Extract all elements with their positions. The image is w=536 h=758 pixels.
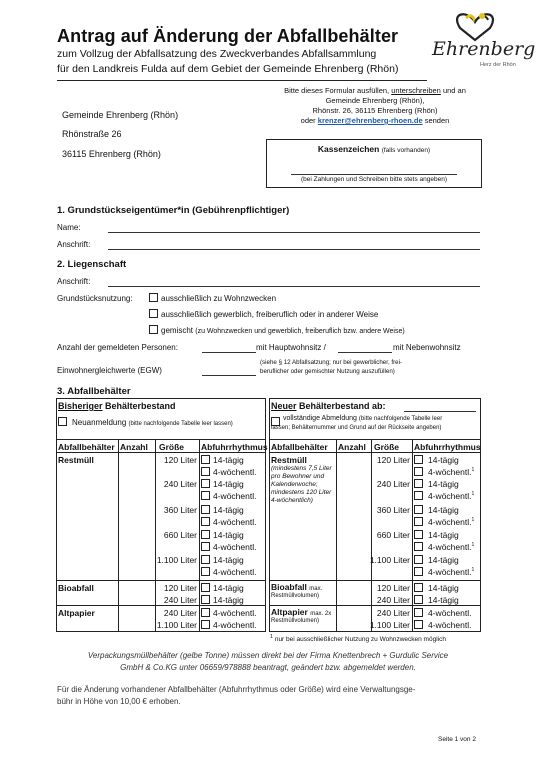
- form-title: Antrag auf Änderung der Abfallbehälter: [57, 26, 399, 46]
- usage-residential-label: ausschließlich zu Wohnzwecken: [161, 294, 277, 303]
- right-size-rest-4: 1.100 Liter: [369, 555, 410, 565]
- left-fourweekly-label-paper-0: 4-wöchentl.: [213, 608, 257, 618]
- col-container-right: Abfallbehälter: [271, 442, 328, 452]
- section-2-heading: 2. Liegenschaft: [57, 259, 127, 270]
- usage-label: Grundstücksnutzung:: [57, 294, 133, 303]
- address-line-2: Rhönstraße 26: [62, 129, 122, 139]
- col-count-right: Anzahl: [338, 442, 366, 452]
- right-fourweekly-checkbox-rest-3[interactable]: [414, 542, 423, 551]
- right-fourweekly-checkbox-rest-4[interactable]: [414, 567, 423, 576]
- address-line-1: Gemeinde Ehrenberg (Rhön): [62, 110, 179, 120]
- second-residence-field[interactable]: [338, 352, 392, 353]
- left-fourweekly-label-paper-1: 4-wöchentl.: [213, 620, 257, 630]
- left-biweekly-checkbox-rest-2[interactable]: [201, 505, 210, 514]
- right-biweekly-checkbox-bio-1[interactable]: [414, 595, 423, 604]
- bioabfall-note: Restmüllvolumen): [271, 593, 320, 599]
- col-size-right: Größe: [374, 442, 400, 452]
- main-residence-field[interactable]: [202, 352, 256, 353]
- right-fourweekly-label-rest-3: 4-wöchentl.$^1$: [428, 542, 475, 552]
- address-line-3: 36115 Ehrenberg (Rhön): [62, 149, 161, 159]
- left-biweekly-checkbox-rest-3[interactable]: [201, 530, 210, 539]
- left-fourweekly-label-rest-2: 4-wöchentl.: [213, 517, 257, 527]
- email-link[interactable]: krenzer@ehrenberg-rhoen.de: [317, 116, 423, 125]
- section-3-heading: 3. Abfallbehälter: [57, 386, 131, 397]
- right-fourweekly-label-paper-1: 4-wöchentl.: [428, 620, 472, 630]
- subtitle-line-2: für den Landkreis Fulda auf dem Gebiet der Gemeinde Ehrenberg (Rhön): [57, 63, 399, 75]
- right-fourweekly-label-rest-0: 4-wöchentl.$^1$: [428, 467, 475, 477]
- municipality-logo: [430, 8, 536, 68]
- left-biweekly-checkbox-bio-1[interactable]: [201, 595, 210, 604]
- left-biweekly-label-rest-0: 14-tägig: [213, 455, 244, 465]
- right-biweekly-checkbox-rest-1[interactable]: [414, 479, 423, 488]
- logo-tagline: Herz der Rhön: [480, 62, 516, 68]
- bioabfall-left-label: Bioabfall: [58, 583, 94, 593]
- left-size-rest-4: 1.100 Liter: [156, 555, 197, 565]
- kassenzeichen-field[interactable]: [291, 174, 457, 175]
- new-registration-label: Neuanmeldung (bitte nachfolgende Tabelle leer lassen): [72, 418, 233, 427]
- left-biweekly-label-rest-3: 14-tägig: [213, 530, 244, 540]
- owner-address-field[interactable]: [108, 249, 480, 250]
- section-1-heading: 1. Grundstückseigentümer*in (Gebührenpflichtiger): [57, 205, 290, 216]
- logo-text: Ehrenberg: [432, 38, 536, 60]
- right-biweekly-label-bio-0: 14-tägig: [428, 583, 459, 593]
- page-number: Seite 1 von 2: [438, 736, 476, 743]
- right-biweekly-checkbox-bio-0[interactable]: [414, 583, 423, 592]
- right-fourweekly-checkbox-rest-0[interactable]: [414, 467, 423, 476]
- title-underline: [57, 80, 427, 81]
- new-title: Neuer Behälterbestand ab:: [271, 401, 386, 411]
- owner-name-field[interactable]: [108, 232, 480, 233]
- left-biweekly-label-rest-2: 14-tägig: [213, 505, 244, 515]
- col-size-left: Größe: [159, 442, 185, 452]
- left-biweekly-checkbox-bio-0[interactable]: [201, 583, 210, 592]
- left-fourweekly-label-rest-4: 4-wöchentl.: [213, 567, 257, 577]
- left-biweekly-checkbox-rest-4[interactable]: [201, 555, 210, 564]
- restmuell-right-label: Restmüll: [271, 455, 307, 465]
- left-biweekly-label-rest-4: 14-tägig: [213, 555, 244, 565]
- left-size-rest-0: 120 Liter: [163, 455, 197, 465]
- altpapier-note: Restmüllvolumen): [271, 618, 320, 624]
- col-rhythm-left: Abfuhrrhythmus: [201, 442, 268, 452]
- egw-note: (siehe § 12 Abfallsatzung; nur bei gewerblicher, frei- beruflicher oder gemischter Nutzung auszufüllen): [260, 359, 403, 375]
- right-biweekly-label-rest-4: 14-tägig: [428, 555, 459, 565]
- left-size-bio-0: 120 Liter: [163, 583, 197, 593]
- usage-commercial-checkbox[interactable]: [149, 309, 158, 318]
- instructions: Bitte dieses Formular ausfüllen, unterschreiben und an Gemeinde Ehrenberg (Rhön), Rhönstr. 26, 36115 Ehrenberg (Rhön) oder krenzer@ehrenberg-rhoen.de senden: [284, 86, 466, 125]
- usage-commercial-label: ausschließlich gewerblich, freiberuflich oder in anderer Weise: [161, 310, 379, 319]
- left-fourweekly-checkbox-rest-4[interactable]: [201, 567, 210, 576]
- left-fourweekly-checkbox-paper-0[interactable]: [201, 608, 210, 617]
- egw-label: Einwohnergleichwerte (EGW): [57, 366, 162, 375]
- owner-name-label: Name:: [57, 223, 81, 232]
- right-biweekly-checkbox-rest-3[interactable]: [414, 530, 423, 539]
- col-count-left: Anzahl: [120, 442, 148, 452]
- col-container-left: Abfallbehälter: [58, 442, 115, 452]
- right-biweekly-label-rest-0: 14-tägig: [428, 455, 459, 465]
- usage-mixed-label: gemischt (zu Wohnzwecken und gewerblich, freiberuflich bzw. andere Weise): [161, 326, 405, 335]
- right-size-bio-0: 120 Liter: [376, 583, 410, 593]
- left-size-bio-1: 240 Liter: [163, 595, 197, 605]
- kassenzeichen-box: Kassenzeichen (falls vorhanden) (bei Zahlungen und Schreiben bitte stets angeben): [266, 139, 482, 188]
- property-address-field[interactable]: [108, 286, 480, 287]
- new-registration-checkbox[interactable]: [58, 417, 67, 426]
- left-fourweekly-checkbox-rest-1[interactable]: [201, 491, 210, 500]
- right-fourweekly-label-paper-0: 4-wöchentl.: [428, 608, 472, 618]
- left-biweekly-label-bio-0: 14-tägig: [213, 583, 244, 593]
- right-size-rest-2: 360 Liter: [376, 505, 410, 515]
- left-biweekly-label-bio-1: 14-tägig: [213, 595, 244, 605]
- restmuell-left-label: Restmüll: [58, 455, 94, 465]
- left-fourweekly-checkbox-rest-0[interactable]: [201, 467, 210, 476]
- usage-mixed-checkbox[interactable]: [149, 325, 158, 334]
- footnote: $^1$ nur bei ausschließlicher Nutzung zu Wohnzwecken möglich: [270, 634, 446, 644]
- right-biweekly-label-rest-2: 14-tägig: [428, 505, 459, 515]
- subtitle-line-1: zum Vollzug der Abfallsatzung des Zweckverbandes Abfallsammlung: [57, 48, 377, 60]
- usage-residential-checkbox[interactable]: [149, 293, 158, 302]
- property-address-label: Anschrift:: [57, 277, 91, 286]
- left-size-rest-2: 360 Liter: [163, 505, 197, 515]
- fee-note: Für die Änderung vorhandener Abfallbehälter (Abfuhrrhythmus oder Größe) wird eine Verwaltungsge- bühr in Höhe von 10,00 € erhoben.: [57, 685, 416, 706]
- right-fourweekly-label-rest-1: 4-wöchentl.$^1$: [428, 491, 475, 501]
- altpapier-right-label: Altpapier max. 2x: [271, 607, 332, 617]
- second-residence-label: mit Nebenwohnsitz: [393, 343, 461, 352]
- bioabfall-right-label: Bioabfall max.: [271, 582, 323, 592]
- persons-label: Anzahl der gemeldeten Personen:: [57, 343, 178, 352]
- right-biweekly-label-rest-1: 14-tägig: [428, 479, 459, 489]
- right-fourweekly-checkbox-paper-1[interactable]: [414, 620, 423, 629]
- packaging-note: Verpackungsmüllbehälter (gelbe Tonne) müssen direkt bei der Firma Knettenbrech + Gurdulic Service GmbH & Co.KG unter 06659/978888 beantragt, geändert bzw. abgemeldet werden.: [87, 651, 449, 672]
- restmuell-note: (mindestens 7,5 Liter pro Bewohner und Kalenderwoche; mindestens 120 Liter 4-wöchentlich): [271, 465, 332, 504]
- left-size-rest-3: 660 Liter: [163, 530, 197, 540]
- existing-title: Bisheriger Behälterbestand: [58, 401, 176, 411]
- left-fourweekly-checkbox-paper-1[interactable]: [201, 620, 210, 629]
- right-biweekly-checkbox-rest-0[interactable]: [414, 455, 423, 464]
- col-rhythm-right: Abfuhrrhythmus: [414, 442, 481, 452]
- right-fourweekly-checkbox-rest-1[interactable]: [414, 491, 423, 500]
- right-biweekly-checkbox-rest-2[interactable]: [414, 505, 423, 514]
- right-fourweekly-checkbox-paper-0[interactable]: [414, 608, 423, 617]
- right-biweekly-label-bio-1: 14-tägig: [428, 595, 459, 605]
- left-fourweekly-label-rest-3: 4-wöchentl.: [213, 542, 257, 552]
- full-deregistration-label: vollständige Abmeldung (bitte nachfolgende Tabelle leer lassen; Behälternummer und Grund auf der Rückseite angeben): [271, 415, 443, 431]
- right-size-paper-1: 1.100 Liter: [369, 620, 410, 630]
- altpapier-left-label: Altpapier: [58, 608, 95, 618]
- left-size-paper-1: 1.100 Liter: [156, 620, 197, 630]
- right-size-paper-0: 240 Liter: [376, 608, 410, 618]
- left-biweekly-checkbox-rest-0[interactable]: [201, 455, 210, 464]
- owner-address-label: Anschrift:: [57, 240, 91, 249]
- right-fourweekly-checkbox-rest-2[interactable]: [414, 517, 423, 526]
- right-biweekly-checkbox-rest-4[interactable]: [414, 555, 423, 564]
- right-size-bio-1: 240 Liter: [376, 595, 410, 605]
- right-size-rest-1: 240 Liter: [376, 479, 410, 489]
- right-size-rest-0: 120 Liter: [376, 455, 410, 465]
- left-size-rest-1: 240 Liter: [163, 479, 197, 489]
- main-residence-label: mit Hauptwohnsitz /: [256, 343, 326, 352]
- right-biweekly-label-rest-3: 14-tägig: [428, 530, 459, 540]
- right-size-rest-3: 660 Liter: [376, 530, 410, 540]
- left-fourweekly-checkbox-rest-2[interactable]: [201, 517, 210, 526]
- left-fourweekly-label-rest-1: 4-wöchentl.: [213, 491, 257, 501]
- right-fourweekly-label-rest-2: 4-wöchentl.$^1$: [428, 517, 475, 527]
- new-date-field[interactable]: [404, 411, 476, 412]
- left-biweekly-label-rest-1: 14-tägig: [213, 479, 244, 489]
- right-fourweekly-label-rest-4: 4-wöchentl.$^1$: [428, 567, 475, 577]
- egw-field[interactable]: [202, 375, 256, 376]
- left-fourweekly-label-rest-0: 4-wöchentl.: [213, 467, 257, 477]
- left-biweekly-checkbox-rest-1[interactable]: [201, 479, 210, 488]
- left-size-paper-0: 240 Liter: [163, 608, 197, 618]
- left-fourweekly-checkbox-rest-3[interactable]: [201, 542, 210, 551]
